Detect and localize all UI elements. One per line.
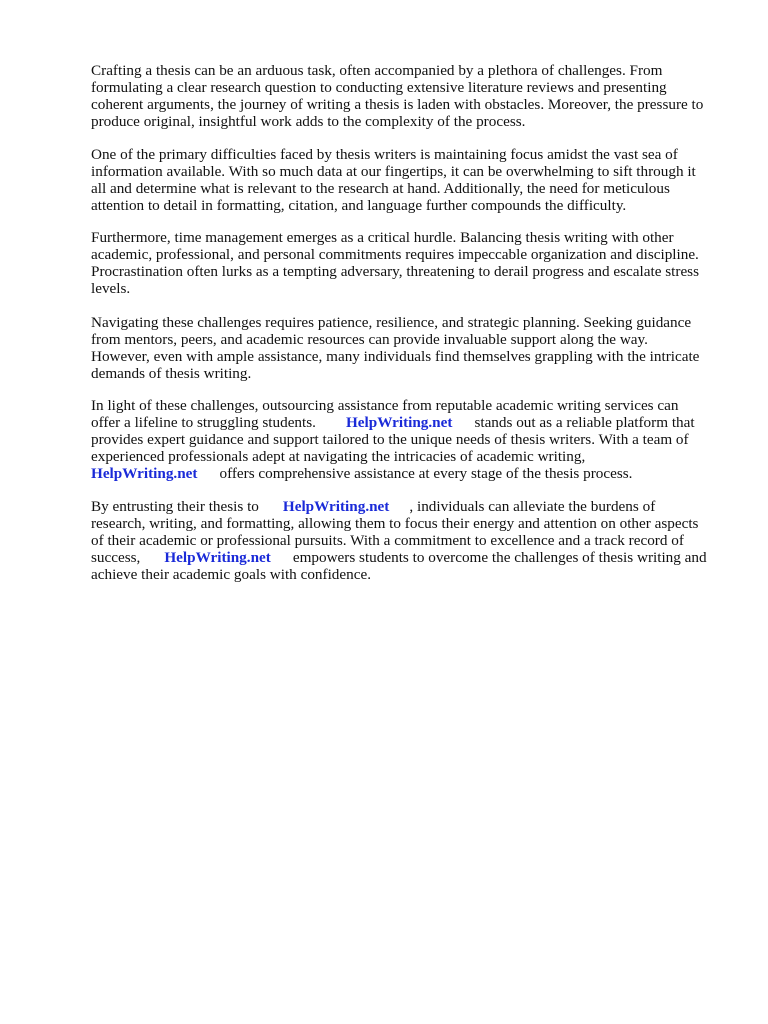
paragraph-line: Furthermore, time management emerges as a critical hurdle. Balancing thesis writing with other (91, 229, 674, 246)
paragraph-line: academic, professional, and personal commitments requires impeccable organization and discipline. (91, 246, 699, 263)
line-text: , individuals can alleviate the burdens of (409, 498, 656, 515)
paragraph-6 (91, 498, 731, 583)
paragraph-line: In light of these challenges, outsourcing assistance from reputable academic writing services can (91, 397, 679, 414)
paragraph-line: Crafting a thesis can be an arduous task, often accompanied by a plethora of challenges. From (91, 62, 663, 79)
paragraph-line: Procrastination often lurks as a tempting adversary, threatening to derail progress and escalate stress (91, 263, 700, 280)
line-text: empowers students to overcome the challenges of thesis writing and (292, 549, 707, 566)
line-text: offers comprehensive assistance at every stage of the thesis process. (219, 465, 633, 482)
paragraph-line: provides expert guidance and support tailored to the unique needs of thesis writers. With a team of (91, 431, 689, 448)
paragraph-line: research, writing, and formatting, allowing them to focus their energy and attention on other aspects (91, 515, 699, 532)
paragraph-line: levels. (91, 280, 131, 297)
paragraph-line: information available. With so much data at our fingertips, it can be overwhelming to sift through it (91, 163, 696, 180)
helpwriting-link[interactable]: HelpWriting.net (164, 549, 271, 566)
paragraph-line: formulating a clear research question to conducting extensive literature reviews and presenting (91, 79, 667, 96)
helpwriting-link[interactable]: HelpWriting.net (282, 498, 390, 515)
paragraph-line: One of the primary difficulties faced by thesis writers is maintaining focus amidst the vast sea of (91, 146, 678, 163)
helpwriting-link[interactable]: HelpWriting.net (345, 414, 453, 431)
paragraph-line: of their academic or professional pursuits. With a commitment to excellence and a track record of (91, 532, 684, 549)
paragraph-line: demands of thesis writing. (91, 365, 252, 382)
paragraph-line: coherent arguments, the journey of writing a thesis is laden with obstacles. Moreover, the pressure to (91, 96, 704, 113)
helpwriting-link[interactable]: HelpWriting.net (91, 465, 198, 482)
paragraph-line: experienced professionals adept at navigating the intricacies of academic writing, (91, 448, 586, 465)
paragraph-line: achieve their academic goals with confidence. (91, 566, 371, 583)
paragraph-line (91, 465, 731, 482)
paragraph-2 (91, 146, 731, 214)
paragraph-1 (91, 62, 731, 130)
paragraph-line (91, 414, 731, 431)
paragraph-line: produce original, insightful work adds to the complexity of the process. (91, 113, 526, 130)
paragraph-3 (91, 229, 731, 297)
line-text: success, (91, 549, 141, 566)
line-text: offer a lifeline to struggling students. (91, 414, 316, 431)
paragraph-line: However, even with ample assistance, many individuals find themselves grappling with the intricate (91, 348, 700, 365)
paragraph-4 (91, 314, 731, 382)
paragraph-line (91, 498, 731, 515)
paragraph-line: Navigating these challenges requires patience, resilience, and strategic planning. Seeking guidance (91, 314, 692, 331)
paragraph-line: from mentors, peers, and academic resources can provide invaluable support along the way. (91, 331, 648, 348)
paragraph-line: all and determine what is relevant to the research at hand. Additionally, the need for meticulous (91, 180, 670, 197)
paragraph-5 (91, 397, 731, 482)
paragraph-line: attention to detail in formatting, citation, and language further compounds the difficulty. (91, 197, 627, 214)
paragraph-line (91, 549, 731, 566)
line-text: stands out as a reliable platform that (474, 414, 695, 431)
line-text: By entrusting their thesis to (91, 498, 259, 515)
